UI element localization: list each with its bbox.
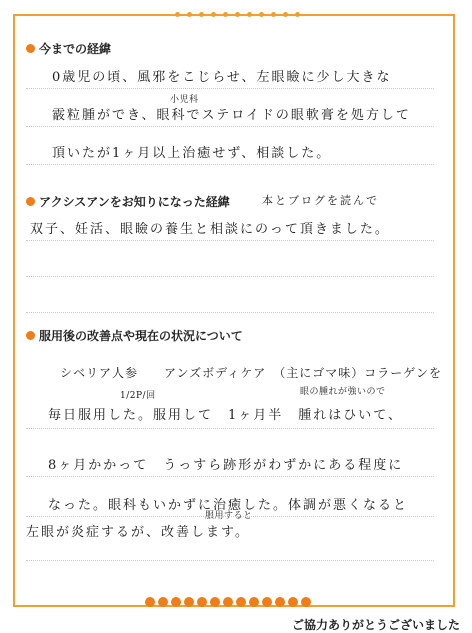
status-line-5: 左眼が炎症するが、改善します。 <box>26 525 250 540</box>
history-line-3: 頂いたが1ヶ月以上治癒せず、相談した。 <box>52 146 332 161</box>
ruled-line <box>26 88 434 89</box>
ruled-line <box>26 516 434 517</box>
history-line-2: 霰粒腫ができ、眼科でステロイドの眼軟膏を処方して <box>52 108 411 123</box>
bullet-icon <box>26 44 35 53</box>
status-note-reason: 眼の腫れが強いので <box>300 387 386 397</box>
ruled-line <box>26 312 434 313</box>
status-line-3: 8ヶ月かかって うっすら跡形がわずかにある程度に <box>48 458 404 473</box>
status-note-when: 服用すると <box>205 511 253 521</box>
status-line-4: なった。眼科もいかずに治癒した。体調が悪くなると <box>48 498 409 513</box>
source-inline-text: 本とブログを読んで <box>262 194 379 207</box>
ruled-line <box>26 164 434 165</box>
history-line-1: 0歳児の頃、風邪をこじらせ、左眼瞼に少し大きな <box>52 70 392 85</box>
ruled-line <box>26 428 434 429</box>
history-note: 小児科 <box>170 95 199 105</box>
status-line-2: 毎日服用した。服用して 1ヶ月半 腫れはひいて、 <box>48 408 404 423</box>
ruled-line <box>26 126 434 127</box>
status-line-1: シベリア人参 アンズボディケア （主にゴマ味）コラーゲンを <box>60 366 442 380</box>
bottom-dot-decoration <box>145 597 311 607</box>
ruled-line <box>26 276 434 277</box>
section-title-status: 服用後の改善点や現在の状況について <box>26 327 243 344</box>
status-note-dose: 1/2P/回 <box>120 391 156 401</box>
ruled-line <box>26 240 434 241</box>
bullet-icon <box>26 331 35 340</box>
source-line-1: 双子、妊活、眼瞼の養生と相談にのって頂きました。 <box>30 222 390 237</box>
section-title-source: アクシスアンをお知りになった経緯 <box>26 193 230 210</box>
ruled-line <box>26 560 434 561</box>
top-dot-decoration <box>175 12 300 17</box>
section-title-history: 今までの経緯 <box>26 40 111 57</box>
thanks-text: ご協力ありがとうございました <box>291 618 460 632</box>
ruled-line <box>26 476 434 477</box>
bullet-icon <box>26 197 35 206</box>
